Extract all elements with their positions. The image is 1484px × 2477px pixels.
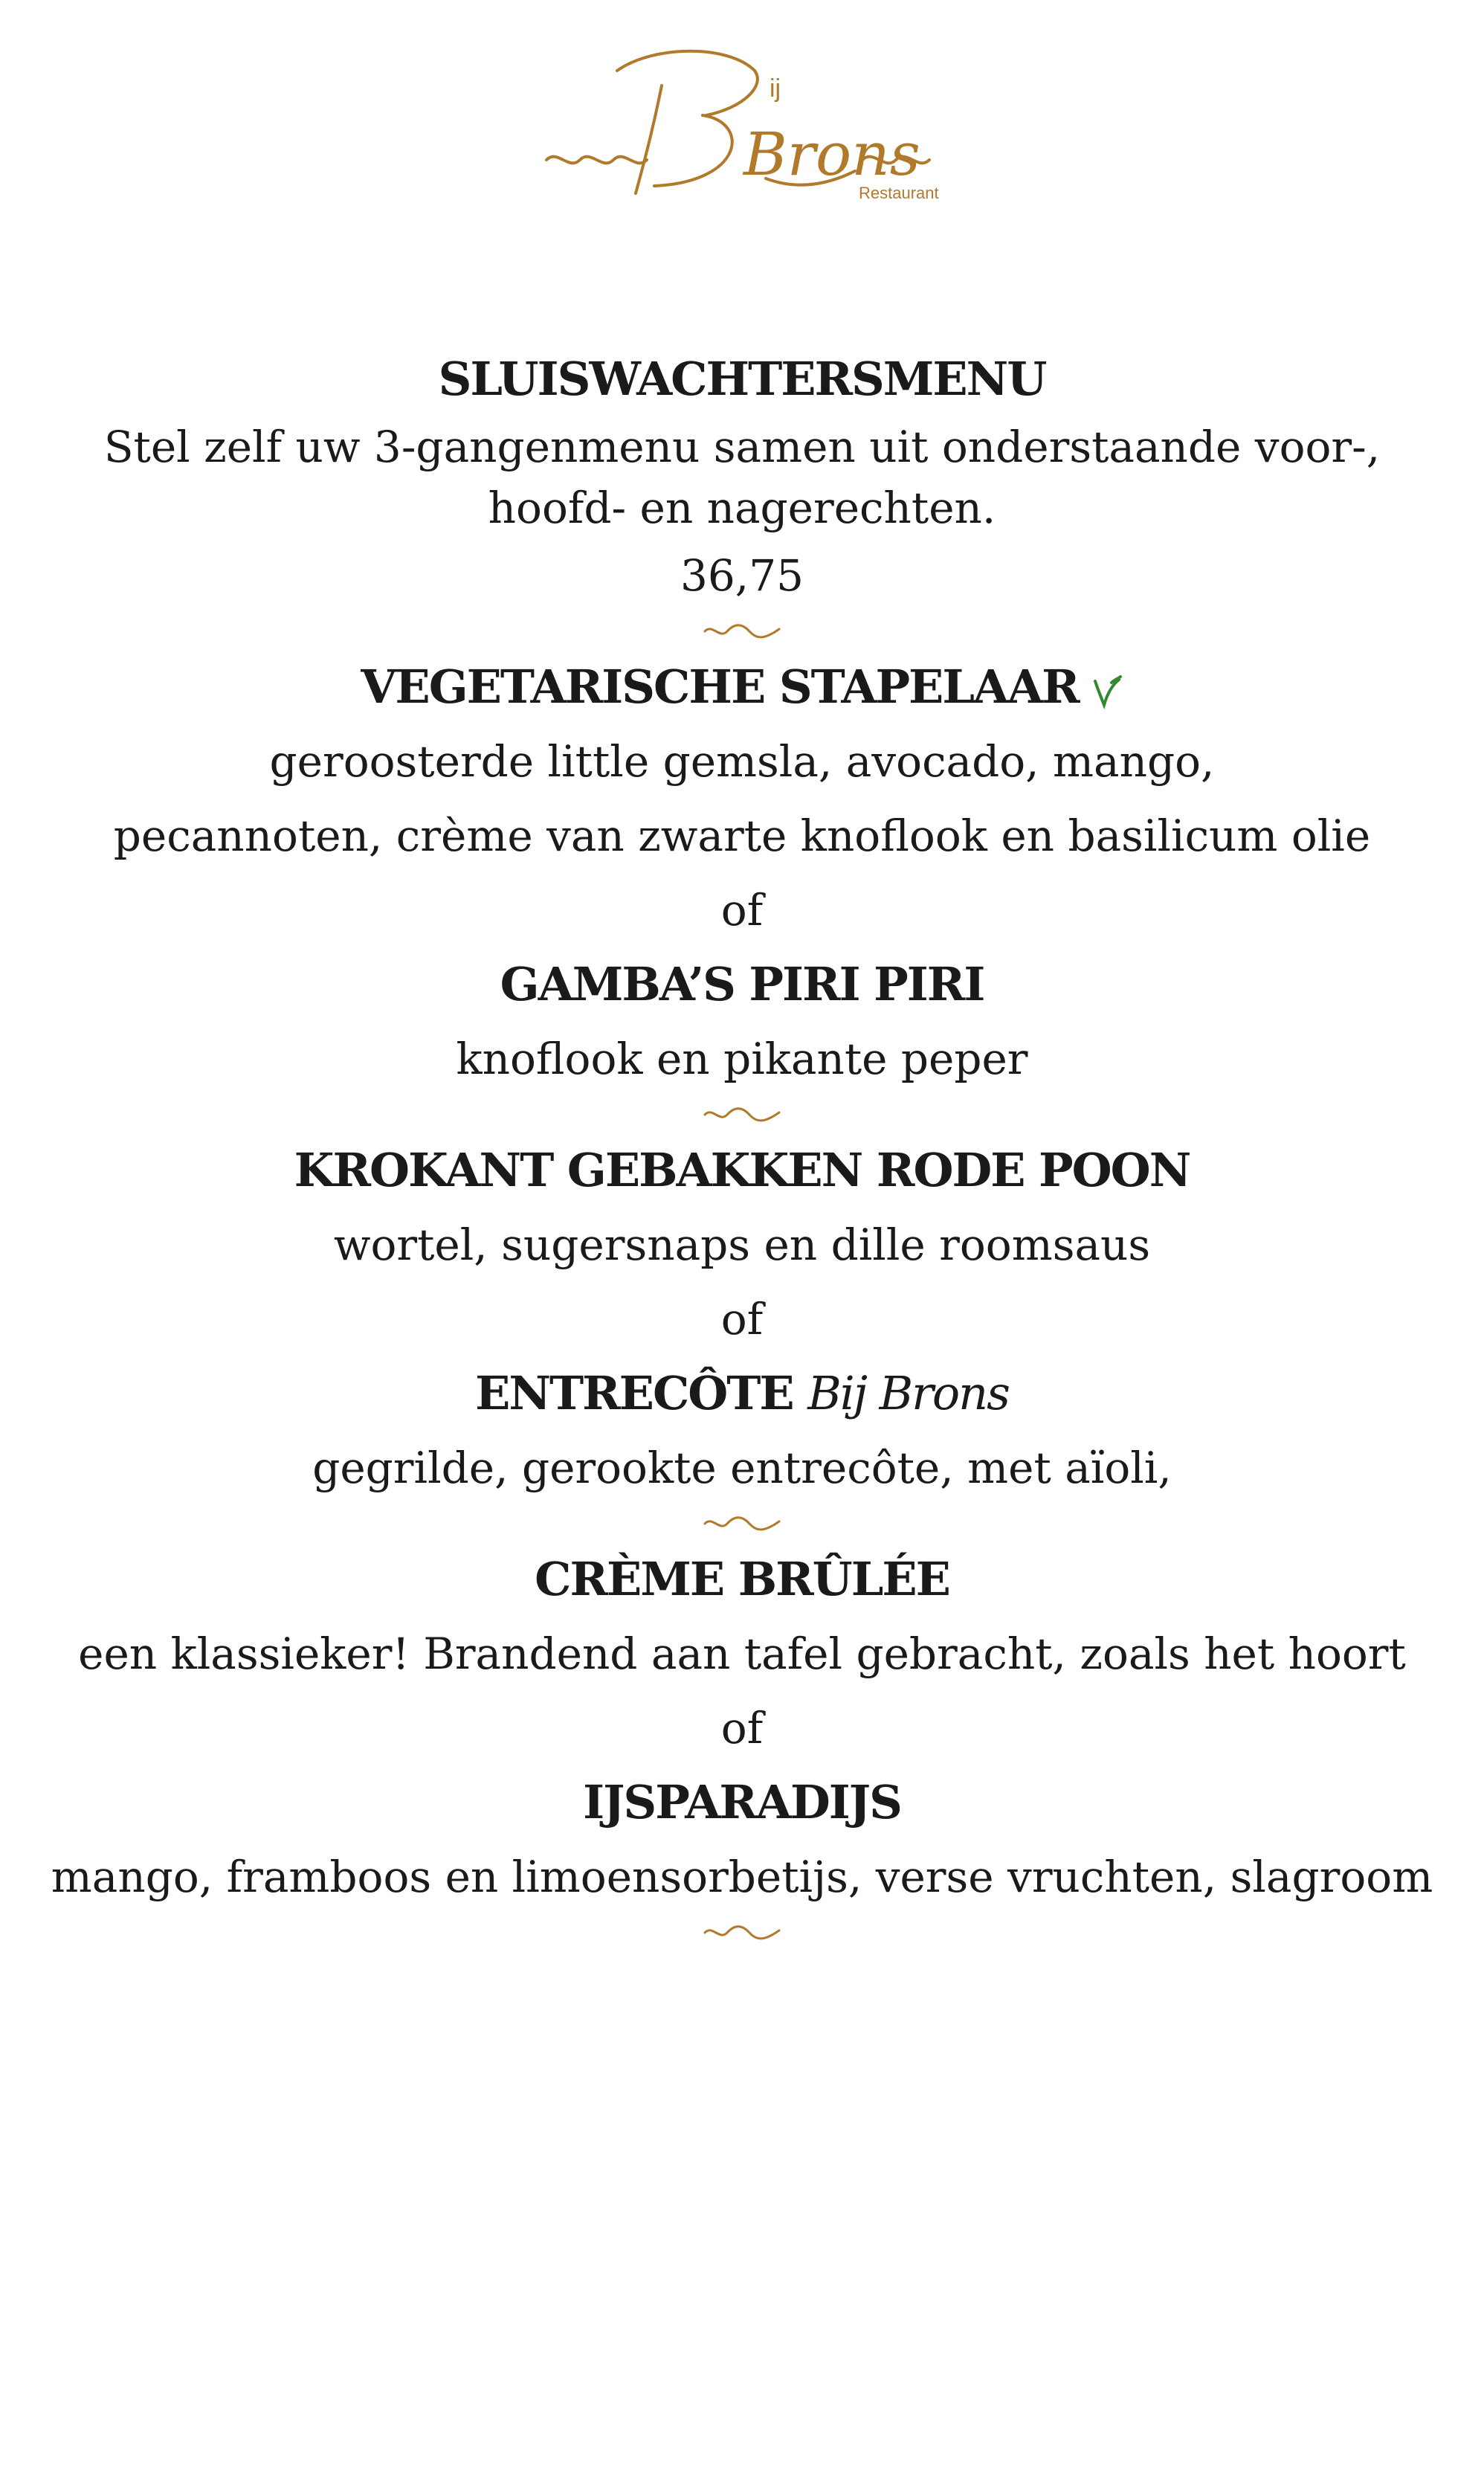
vegetarian-leaf-icon — [1089, 672, 1123, 709]
wave-divider-icon — [701, 1096, 783, 1133]
logo-graphic — [543, 41, 944, 212]
main-or: of — [720, 1294, 764, 1344]
main-option-2 — [0, 1356, 1484, 1431]
dessert-or: of — [720, 1703, 764, 1753]
main-option-2-title-suffix: Bij Brons — [807, 1366, 1009, 1420]
dessert-option-1-title: CRÈME BRÛLÉE — [535, 1552, 949, 1606]
main-option-2-title: ENTRECÔTE — [475, 1366, 793, 1420]
menu — [0, 342, 1484, 1951]
main-option-1-desc: wortel, sugersnaps en dille roomsaus — [333, 1220, 1151, 1270]
starter-option-1-desc-line-2: pecannoten, crème van zwarte knoflook en basilicum olie — [113, 811, 1371, 861]
starter-option-2-desc: knoflook en pikante peper — [456, 1034, 1028, 1084]
menu-title: SLUISWACHTERSMENU — [438, 352, 1046, 406]
wave-divider-icon — [701, 613, 783, 650]
logo-subtitle: Restaurant — [859, 184, 939, 202]
starter-or: of — [720, 885, 764, 935]
wave-divider-icon — [701, 1505, 783, 1542]
starter-option-1-desc-line-1: geroosterde little gemsla, avocado, mango, — [269, 736, 1215, 787]
main-option-2-desc: gegrilde, gerookte entrecôte, met aïoli, — [312, 1443, 1172, 1493]
dessert-option-1-desc: een klassieker! Brandend aan tafel gebracht, zoals het hoort — [78, 1629, 1406, 1679]
starter-option-1 — [0, 650, 1484, 724]
starter-option-1-title: VEGETARISCHE STAPELAAR — [361, 660, 1079, 714]
starter-option-2-title: GAMBA’S PIRI PIRI — [500, 957, 984, 1011]
menu-price: 36,75 — [680, 550, 804, 601]
main-option-1-title: KROKANT GEBAKKEN RODE POON — [294, 1143, 1190, 1197]
logo-wordmark: Brons — [743, 120, 920, 189]
dessert-option-2-title: IJSPARADIJS — [583, 1775, 901, 1829]
logo-prefix: ij — [770, 74, 781, 103]
restaurant-logo — [543, 41, 944, 212]
wave-divider-icon — [701, 1914, 783, 1951]
menu-intro: Stel zelf uw 3-gangenmenu samen uit onderstaande voor-, hoofd- en nagerechten. — [103, 422, 1381, 533]
dessert-option-2-desc: mango, framboos en limoensorbetijs, verse vruchten, slagroom — [51, 1852, 1433, 1902]
